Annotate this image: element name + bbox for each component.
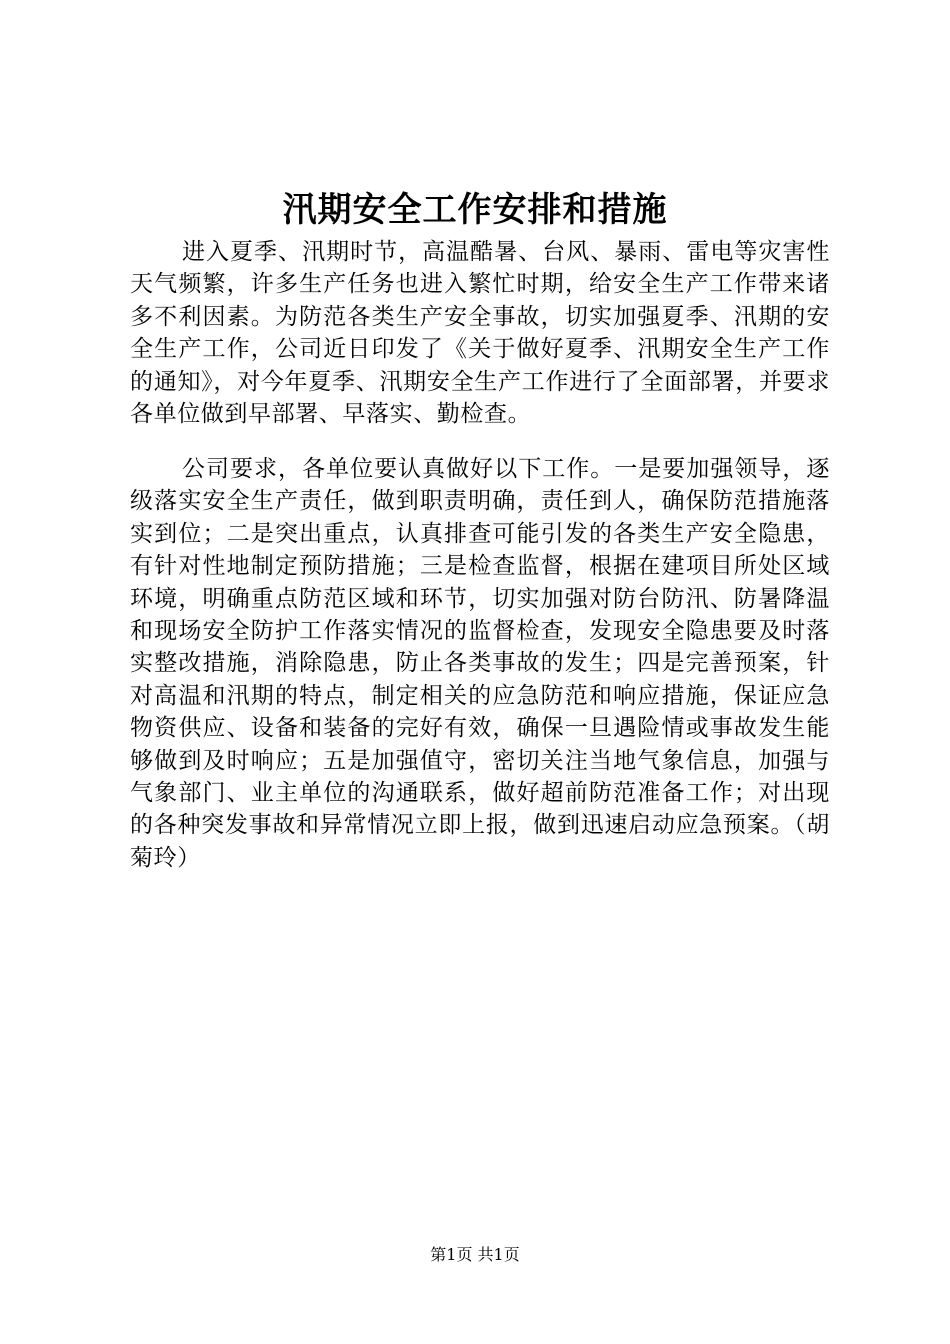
page-footer: 第1页 共1页	[430, 1245, 520, 1264]
paragraph-1: 进入夏季、汛期时节，高温酷暑、台风、暴雨、雷电等灾害性天气频繁，许多生产任务也进入繁忙时期，给安全生产工作带来诸多不利因素。为防范各类生产安全事故，切实加强夏季、汛期的安全生产工作，公司近日印发了《关于做好夏季、汛期安全生产工作的通知》，对今年夏季、汛期安全生产工作进行了全面部署，并要求各单位做到早部署、早落实、勤检查。	[130, 239, 830, 428]
paragraph-2: 公司要求，各单位要认真做好以下工作。一是要加强领导，逐级落实安全生产责任，做到职责明确，责任到人，确保防范措施落实到位；二是突出重点，认真排查可能引发的各类生产安全隐患，有针对性地制定预防措施；三是检查监督，根据在建项目所处区域环境，明确重点防范区域和环节，切实加强对防台防汛、防暑降温和现场安全防护工作落实情况的监督检查，发现安全隐患要及时落实整改措施，消除隐患，防止各类事故的发生；四是完善预案，针对高温和汛期的特点，制定相关的应急防范和响应措施，保证应急物资供应、设备和装备的完好有效，确保一旦遇险情或事故发生能够做到及时响应；五是加强值守，密切关注当地气象信息，加强与气象部门、业主单位的沟通联系，做好超前防范准备工作；对出现的各种突发事故和异常情况立即上报，做到迅速启动应急预案。（胡菊玲）	[130, 456, 830, 871]
page-title: 汛期安全工作安排和措施	[282, 190, 668, 230]
